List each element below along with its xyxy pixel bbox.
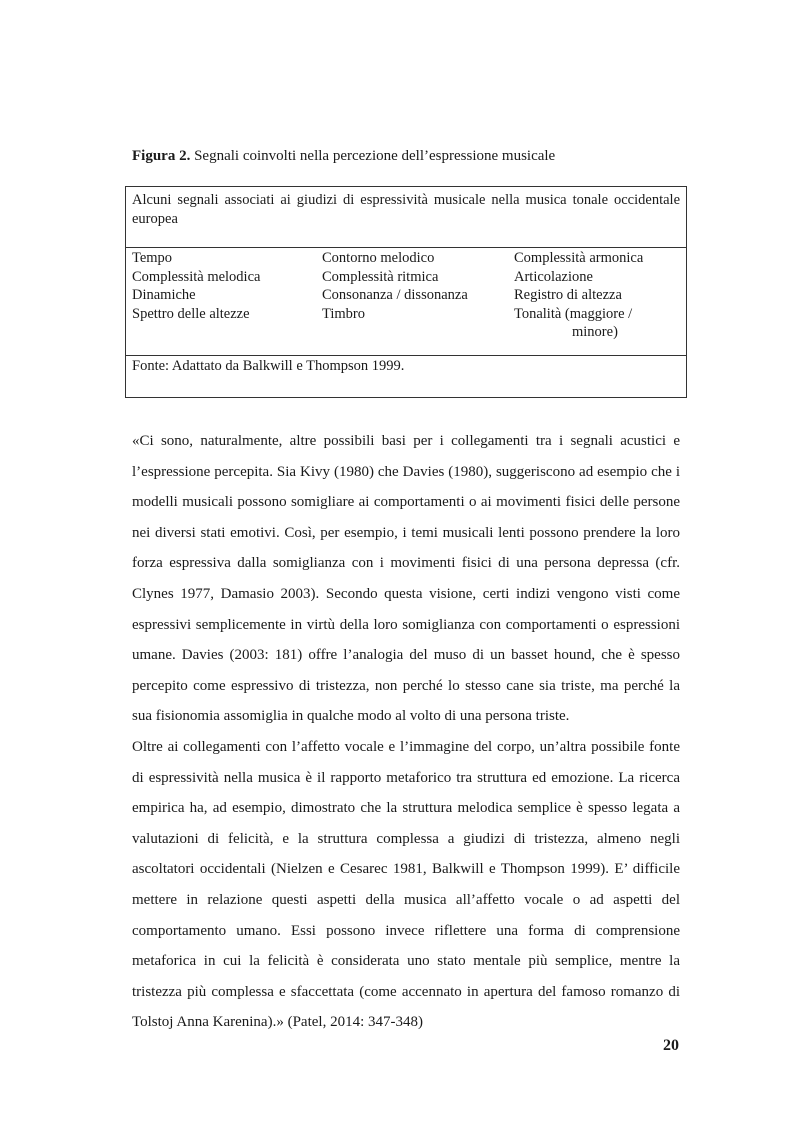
cue-table bbox=[125, 186, 687, 398]
table-cell: Complessità ritmica bbox=[322, 268, 439, 285]
table-cell: Consonanza / dissonanza bbox=[322, 287, 468, 303]
table-column-1 bbox=[132, 249, 260, 323]
table-cell: Timbro bbox=[322, 305, 365, 322]
body-text bbox=[132, 426, 680, 1038]
paragraph-quote: «Ci sono, naturalmente, altre possibili basi per i collegamenti tra i segnali acustici e l’espressione percepita. Sia Kivy (1980) che Davies (1980), suggeriscono ad esempio che i modelli musicali possono somigliare ai comportamenti o ai movimenti fisici delle persone nei diversi stati emotivi. Così, per esempio, i temi musicali lenti possono prendere la loro forza espressiva dalla somiglianza con i movimenti fisici di una persona depressa (cfr. Clynes 1977, Damasio 2003). Secondo questa visione, certi indizi vengono visti come espressivi semplicemente in virtù della loro somiglianza con comportamenti o espressioni umane. Davies (2003: 181) offre l’analogia del muso di un basset hound, che è spesso percepito come espressivo di tristezza, non perché lo stesso cane sia triste, ma perché la sua fisionomia assomiglia in qualche modo al volto di una persona triste. bbox=[132, 433, 680, 725]
paragraph-quote-continued: Oltre ai collegamenti con l’affetto vocale e l’immagine del corpo, un’altra possibile fonte di espressività nella musica è il rapporto metaforico tra struttura ed emozione. La ricerca empirica ha, ad esempio, dimostrato che la struttura melodica semplice è spesso legata a valutazioni di felicità, e la struttura complessa a giudizi di tristezza, almeno negli ascoltatori occidentali (Nielzen e Cesarec 1981, Balkwill e Thompson 1999). E’ difficile mettere in relazione questi aspetti della musica all’affetto vocale o ad aspetti del comportamento umano. Essi possono invece riflettere una forma di comprensione metaforica in cui la felicità è considerata uno stato mentale più semplice, mentre la tristezza più complessa e sfaccettata (come accennato in apertura del famoso romanzo di Tolstoj Anna Karenina).» (Patel, 2014: 347-348) bbox=[132, 738, 680, 1031]
table-cell: Tempo bbox=[132, 250, 173, 266]
table-cell: Registro di altezza bbox=[514, 287, 622, 303]
table-column-2 bbox=[322, 249, 468, 323]
table-cell: minore) bbox=[572, 324, 618, 340]
table-cell: Complessità armonica bbox=[514, 250, 644, 266]
table-header: Alcuni segnali associati ai giudizi di espressività musicale nella musica tonale occidentale europea bbox=[132, 192, 680, 227]
table-cell: Articolazione bbox=[514, 268, 593, 285]
table-divider-bottom bbox=[126, 355, 686, 356]
table-source: Fonte: Adattato da Balkwill e Thompson 1999. bbox=[132, 358, 405, 374]
page-number: 20 bbox=[663, 1037, 679, 1054]
figure-label: Figura 2. bbox=[132, 148, 191, 164]
table-cell: Complessità melodica bbox=[132, 268, 261, 285]
table-divider-top bbox=[126, 247, 686, 248]
table-column-3 bbox=[514, 249, 643, 342]
table-cell: Spettro delle altezze bbox=[132, 305, 250, 322]
table-cell: Tonalità (maggiore / bbox=[514, 305, 633, 322]
figure-caption-text: Segnali coinvolti nella percezione dell’espressione musicale bbox=[194, 148, 556, 164]
table-cell: Contorno melodico bbox=[322, 250, 435, 266]
figure-caption bbox=[132, 148, 555, 165]
table-cell: Dinamiche bbox=[132, 287, 196, 303]
